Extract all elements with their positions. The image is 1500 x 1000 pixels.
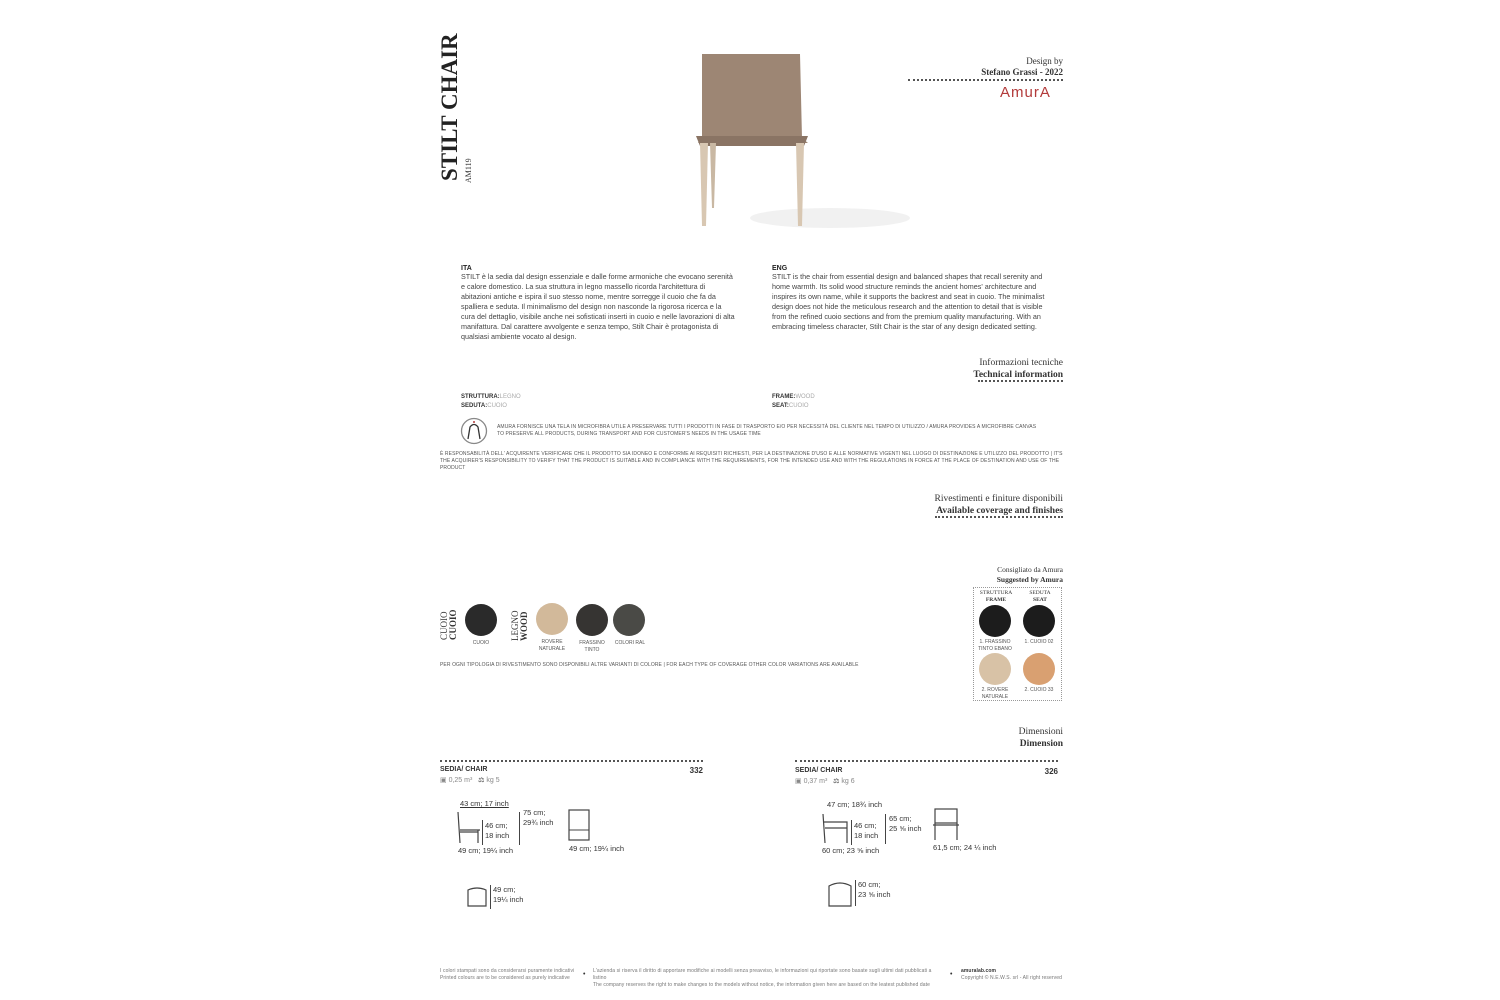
chair-top-drawing xyxy=(466,886,488,908)
spec-key: SEAT: xyxy=(772,403,789,409)
dim-top: 19¼ inch xyxy=(493,895,524,904)
col-label: SEAT xyxy=(1033,597,1047,603)
spec-value: WOOD xyxy=(795,394,815,400)
bullet: • xyxy=(950,971,953,978)
dimensions-title-en: Dimension xyxy=(1019,739,1063,749)
footer-note-en: Printed colours are to be considered as purely indicative xyxy=(440,975,570,981)
footer-disclaimer-it: L'azienda si riserva il diritto di apportare modifiche ai modelli senza preavviso, le informazioni qui riportate sono basate sugli ultimi dati pubblicati a listino xyxy=(593,968,932,981)
dimensions-title-it: Dimensioni xyxy=(1018,727,1063,737)
dim-seat-height: 18 inch xyxy=(854,831,879,840)
chair-photo xyxy=(680,48,920,233)
weight-icon: ⚖ xyxy=(478,777,485,784)
legno-label-en: WOOD xyxy=(519,611,529,641)
dim-height: 75 cm; xyxy=(523,808,546,817)
model-label: SEDIA/ CHAIR xyxy=(440,766,488,773)
dim-top: 49 cm; xyxy=(493,885,516,894)
dim-seat-height: 18 inch xyxy=(485,831,510,840)
volume: 0,37 m³ xyxy=(803,778,828,785)
swatch-label: 2. CUOIO 33 xyxy=(1024,687,1054,693)
dim-line xyxy=(885,814,886,844)
responsibility-note: È RESPONSABILITÀ DELL' ACQUIRENTE VERIFICARE CHE IL PRODOTTO SIA IDONEO E CONFORME AI REQUISITI RICHIESTI, PER LA DESTINAZIONE D'USO E ALLE NORMATIVE VIGENTI NEL LUOGO DI DESTINAZIONE E UTILIZZO DEL PRODOTTO | IT'S THE ACQUIRER'S RESPONSIBILITY TO VERIFY THAT THE PRODUCT IS SUITABLE AND IN COMPLIANCE WITH THE REQUIREMENTS, FOR THE INTENDED USE AND WITH THE REGULATIONS IN FORCE AT THE PLACE OF DESTINATION AND USE OF THE PRODUCT xyxy=(440,451,1063,471)
bullet: • xyxy=(583,971,586,978)
swatch-label: CUOIO xyxy=(472,640,490,646)
swatch-label: FRASSINO TINTO xyxy=(579,640,605,653)
cuoio-label-it: CUOIO xyxy=(439,611,449,640)
dim-width-front: 49 cm; 19¼ inch xyxy=(569,844,625,853)
chair-top-drawing xyxy=(826,880,854,908)
suggested-swatch xyxy=(979,653,1011,685)
brand-logo: AmurA xyxy=(1000,84,1051,101)
dim-height: 25 ⅝ inch xyxy=(889,824,922,833)
microfibre-canvas-icon xyxy=(460,417,488,445)
divider xyxy=(935,516,1063,518)
spec-key: STRUTTURA: xyxy=(461,394,500,400)
model-label: SEDIA/ CHAIR xyxy=(795,767,843,774)
legno-label-it: LEGNO xyxy=(510,610,520,641)
website-link[interactable]: amuralab.com xyxy=(961,968,997,974)
spec-frame-en xyxy=(772,393,815,402)
spec-value: CUOIO xyxy=(487,403,507,409)
eng-label: ENG xyxy=(772,265,788,272)
divider xyxy=(795,760,1058,762)
dim-seat-height: 46 cm; xyxy=(854,821,877,830)
dim-top: 60 cm; xyxy=(858,880,881,889)
suggested-title-it: Consigliato da Amura xyxy=(997,565,1063,574)
chair-front-drawing xyxy=(932,807,960,842)
weight-icon: ⚖ xyxy=(833,778,840,785)
suggested-title-en: Suggested by Amura xyxy=(996,575,1063,584)
volume: 0,25 m³ xyxy=(448,777,473,784)
product-title: STILT CHAIR xyxy=(437,33,462,181)
suggested-swatch xyxy=(1023,605,1055,637)
dim-line xyxy=(851,820,852,845)
tech-title-it: Informazioni tecniche xyxy=(979,358,1063,368)
copyright: Copyright © N.E.W.S. srl - All right reserved xyxy=(961,975,1062,981)
designer-name: Stefano Grassi - 2022 xyxy=(981,67,1063,77)
col-label: FRAME xyxy=(985,597,1007,603)
suggested-box xyxy=(973,587,1062,701)
dim-height: 29¾ inch xyxy=(523,818,554,827)
dimension-block-326 xyxy=(795,760,1060,920)
ita-label: ITA xyxy=(461,265,472,272)
swatch-label: ROVERE NATURALE xyxy=(538,639,566,652)
finishes-title-en: Available coverage and finishes xyxy=(936,506,1063,516)
ita-description: STILT è la sedia dal design essenziale e dalle forme armoniche che evocano serenità e calore domestico. La sua struttura in legno massello ricorda l'architettura di abitazioni antiche e ispira il suo stesso nome, mentre sorregge il cuoio che fa da spalliera e seduta. Il minimalismo del design non nasconde la rigorosa ricerca e la cura del dettaglio, visibile anche nei sofisticati inserti in cuoio e nelle lavorazioni di alta manifattura. Dal carattere avvolgente e senza tempo, Stilt Chair è protagonista di qualsiasi ambiente vocato al design. xyxy=(461,272,735,341)
swatch-label: COLORI RAL xyxy=(614,640,646,646)
suggested-swatch xyxy=(1023,653,1055,685)
footer-disclaimer-en: The company reserves the right to make changes to the models without notice, the information given here are based on the leatest published date xyxy=(593,982,930,988)
footer-note-it: I colori stampati sono da considerarsi puramente indicativi xyxy=(440,968,575,974)
weight: kg 5 xyxy=(486,777,500,784)
spec-value: CUOIO xyxy=(788,403,809,409)
swatch-frassino-tinto[interactable] xyxy=(576,604,608,636)
volume-icon: ▣ xyxy=(440,777,447,784)
dim-depth: 43 cm; 17 inch xyxy=(460,799,509,808)
eng-description: STILT is the chair from essential design and balanced shapes that recall serenity and home warmth. Its solid wood structure reminds the ancient homes' architecture and inspires its own name, while it supports the backrest and seat in cuoio. The minimalist design does not hide the meticulous research and the attention to detail that is visible from the refined cuoio sections and from the premium quality manufacturing. With an embracing timeless character, Stilt Chair is the star of any design dedicated setting. xyxy=(772,272,1045,331)
dim-width-front: 61,5 cm; 24 ¼ inch xyxy=(933,843,997,852)
dimension-block-332 xyxy=(440,760,705,920)
dim-seat-height: 46 cm; xyxy=(485,821,508,830)
cuoio-label xyxy=(440,609,458,640)
spec-seat-en xyxy=(772,402,815,411)
swatch-cuoio[interactable] xyxy=(465,604,497,636)
col-label: SEDUTA xyxy=(1029,590,1051,596)
dim-height: 65 cm; xyxy=(889,814,912,823)
chair-side-drawing xyxy=(456,810,482,845)
design-by-label: Design by xyxy=(1026,56,1063,66)
spec-frame-it xyxy=(461,393,521,402)
tech-title-en: Technical information xyxy=(973,370,1063,380)
spec-seat-it xyxy=(461,402,521,411)
dim-top: 23 ⅝ inch xyxy=(858,890,891,899)
dim-line xyxy=(855,880,856,906)
finishes-title-it: Rivestimenti e finiture disponibili xyxy=(934,494,1063,504)
swatch-label: 2. ROVERE NATURALE xyxy=(981,687,1009,700)
volume-icon: ▣ xyxy=(795,778,802,785)
swatch-label: 1. FRASSINO TINTO EBANO xyxy=(978,639,1012,652)
cuoio-label-en: CUOIO xyxy=(448,609,458,640)
suggested-swatch xyxy=(979,605,1011,637)
weight: kg 6 xyxy=(841,778,855,785)
chair-front-drawing xyxy=(567,808,591,843)
swatch-rovere-naturale[interactable] xyxy=(536,603,568,635)
spec-key: FRAME: xyxy=(772,394,796,400)
spec-key: SEDUTA: xyxy=(461,403,488,409)
col-label: STRUTTURA xyxy=(979,590,1013,596)
spec-value: LEGNO xyxy=(499,394,521,400)
chair-side-drawing xyxy=(821,810,849,845)
divider xyxy=(908,79,1063,81)
divider xyxy=(440,760,703,762)
finishes-note: PER OGNI TIPOLOGIA DI RIVESTIMENTO SONO DISPONIBILI ALTRE VARIANTI DI COLORE | FOR EACH TYPE OF COVERAGE OTHER COLOR VARIATIONS ARE AVAILABLE xyxy=(440,662,859,668)
model-code: 332 xyxy=(689,766,703,775)
dim-width: 49 cm; 19¼ inch xyxy=(458,846,514,855)
model-code: 326 xyxy=(1044,767,1058,776)
legno-label xyxy=(511,611,529,642)
divider xyxy=(978,380,1063,382)
swatch-label: 1. CUOIO 02 xyxy=(1024,639,1054,645)
dim-line xyxy=(482,820,483,845)
dim-line xyxy=(519,812,520,845)
dim-depth: 47 cm; 18¾ inch xyxy=(827,800,883,809)
product-code: AM119 xyxy=(464,158,473,183)
swatch-colori-ral[interactable] xyxy=(613,604,645,636)
dim-line xyxy=(490,885,491,909)
dim-width: 60 cm; 23 ⅝ inch xyxy=(822,846,880,855)
canvas-note: AMURA FORNISCE UNA TELA IN MICROFIBRA UTILE A PRESERVARE TUTTI I PRODOTTI IN FASE DI TRASPORTO E/O PER NECESSITÀ DEL CLIENTE NEL TEMPO DI UTILIZZO / AMURA PROVIDES A MICROFIBRE CANVAS TO PRESERVE ALL PRODUCTS, DURING TRANSPORT AND FOR CUSTOMER'S NEEDS IN THE USAGE TIME xyxy=(497,424,1037,437)
